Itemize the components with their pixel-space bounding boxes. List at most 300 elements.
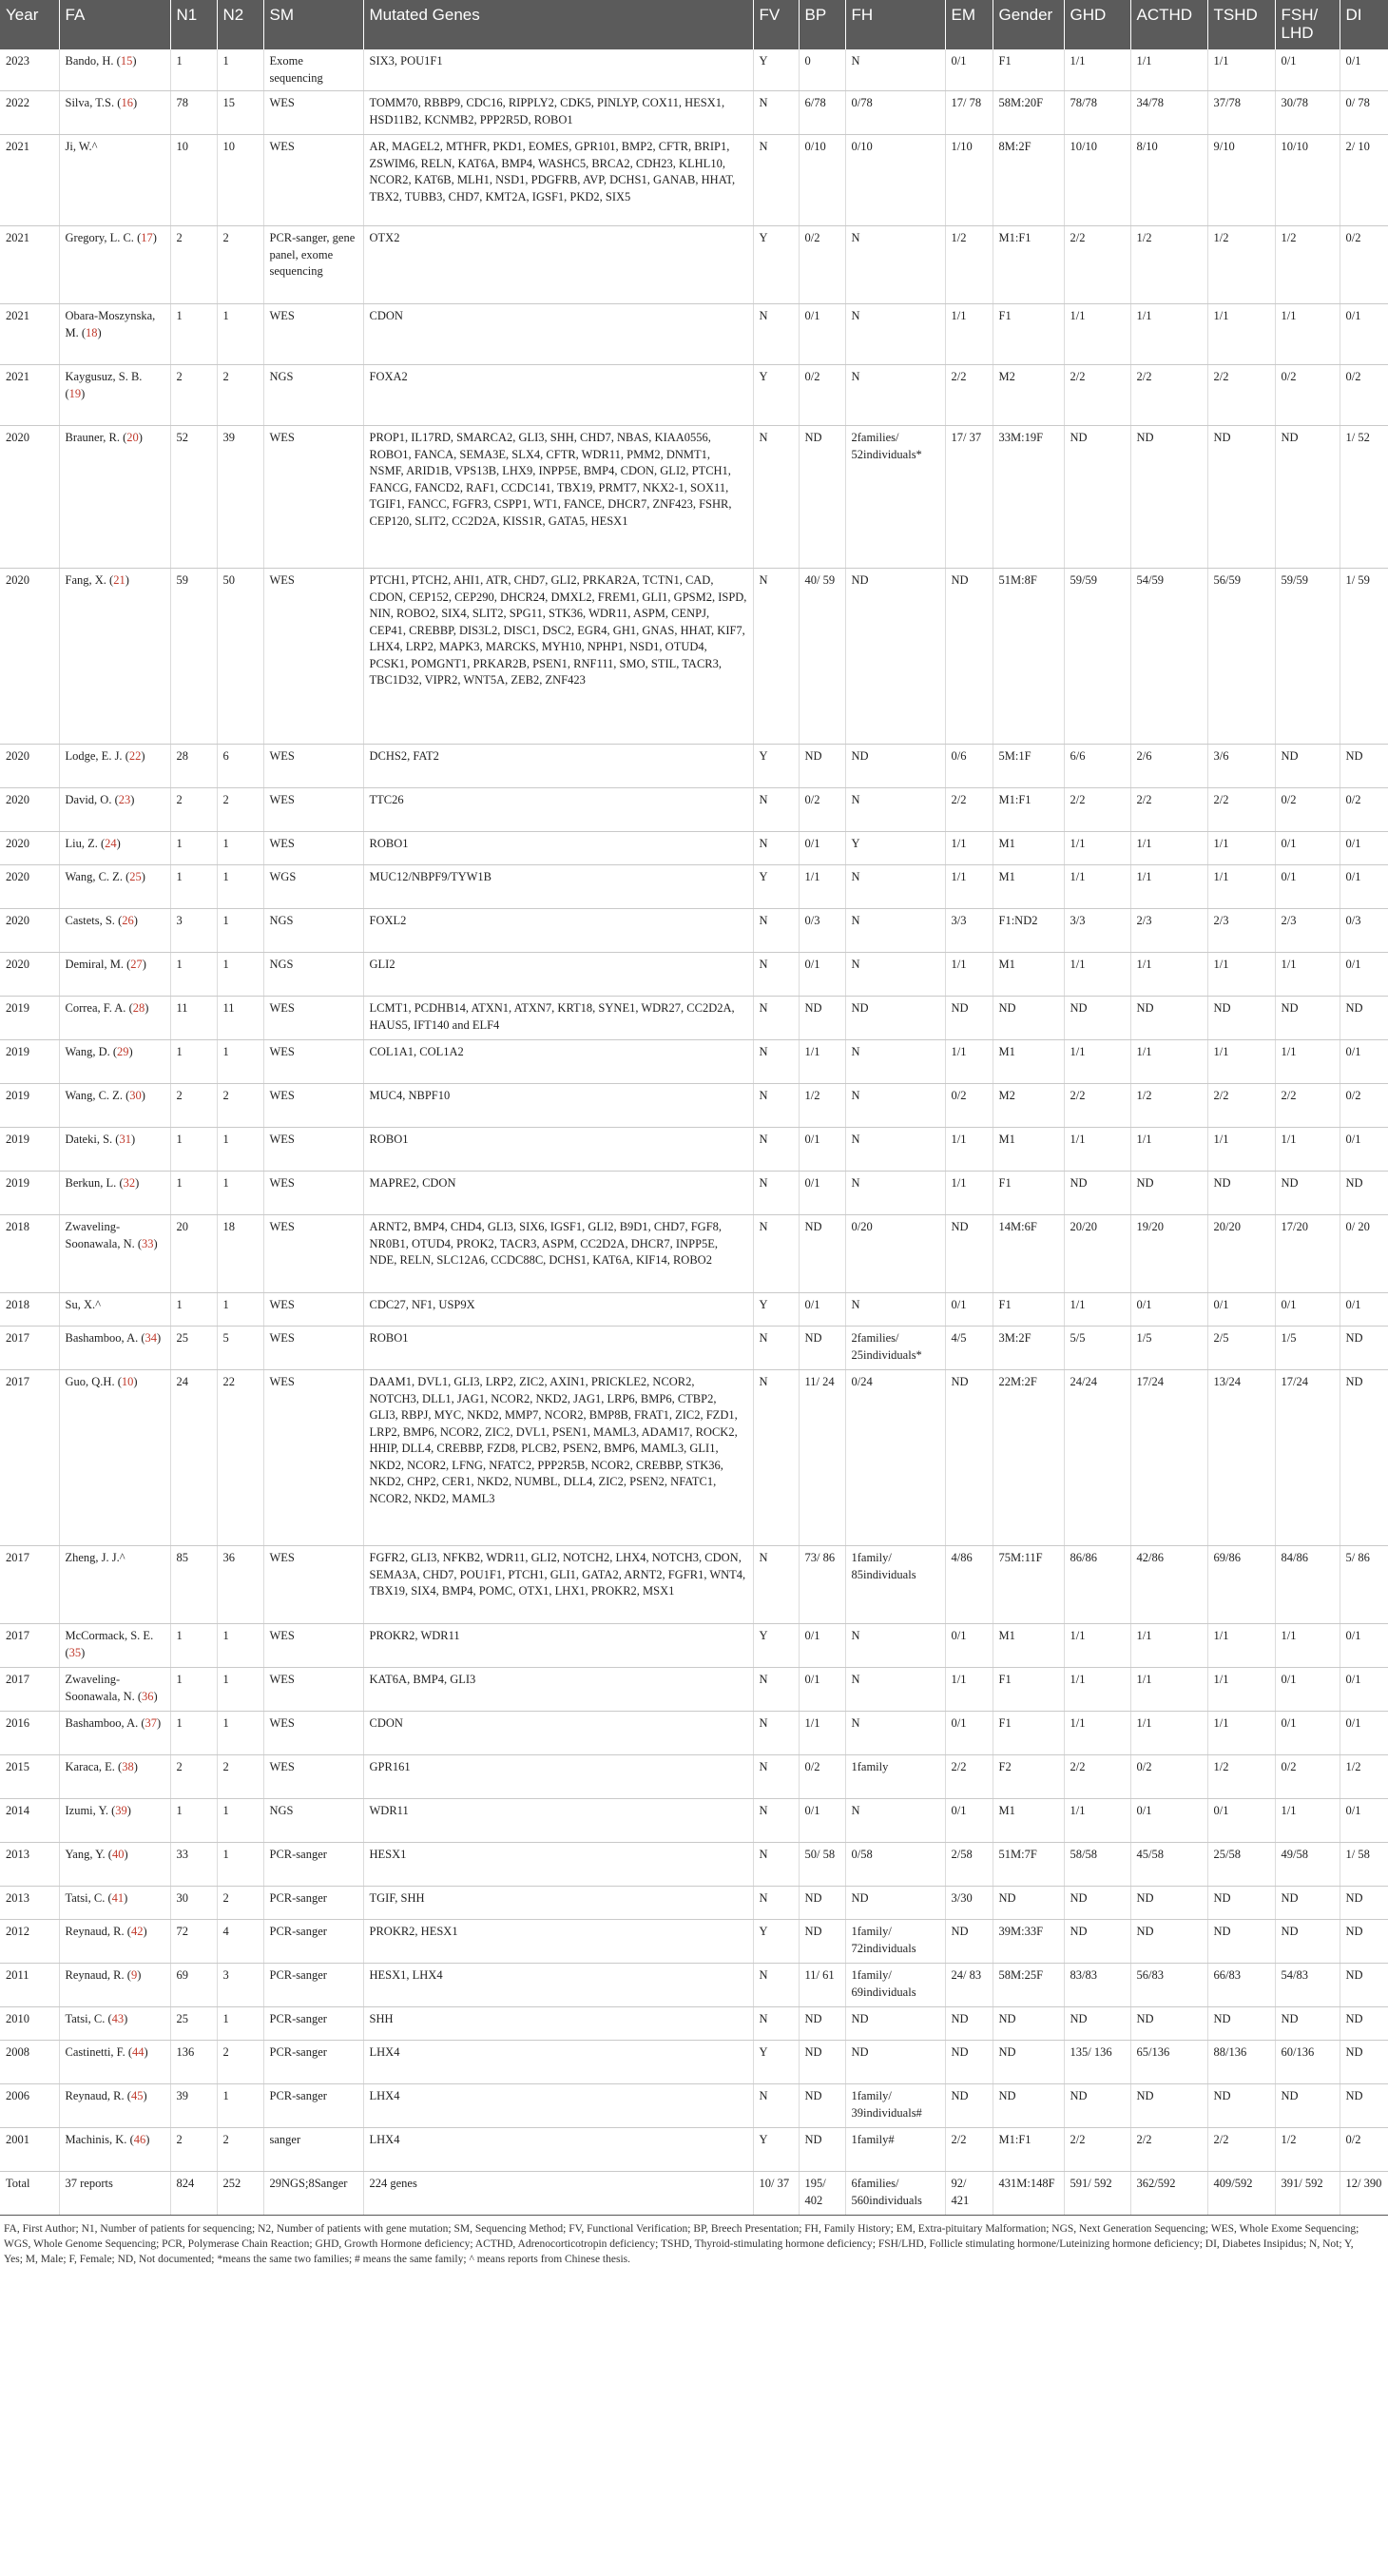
bp-cell: 1/2 <box>799 1084 845 1128</box>
reference-link[interactable]: 26 <box>122 914 134 927</box>
year-cell: 2008 <box>0 2041 59 2084</box>
fsh-lhd-cell: 2/3 <box>1275 909 1340 953</box>
fh-cell: N <box>845 49 945 91</box>
em-cell: 4/86 <box>945 1546 993 1624</box>
table-row <box>0 426 1388 569</box>
n1-cell: 24 <box>170 1370 217 1546</box>
ghd-cell: 1/1 <box>1064 1712 1130 1755</box>
method-cell: PCR-sanger <box>263 1843 363 1887</box>
fv-cell: N <box>753 1040 799 1084</box>
genes-cell: PROKR2, HESX1 <box>363 1920 753 1964</box>
di-cell: 1/ 59 <box>1340 569 1388 745</box>
fh-cell: N <box>845 953 945 997</box>
n2-cell: 2 <box>217 1755 263 1799</box>
fsh-lhd-cell: 49/58 <box>1275 1843 1340 1887</box>
year-cell: 2021 <box>0 304 59 365</box>
reference-link[interactable]: 40 <box>111 1848 125 1861</box>
reference-link[interactable]: 44 <box>132 2045 145 2059</box>
fsh-lhd-cell: 0/1 <box>1275 832 1340 865</box>
bp-cell: 73/ 86 <box>799 1546 845 1624</box>
bp-cell: ND <box>799 2007 845 2041</box>
em-cell: 0/2 <box>945 1084 993 1128</box>
reference-link[interactable]: 23 <box>118 793 131 806</box>
tshd-cell: 1/1 <box>1207 1624 1275 1668</box>
fsh-lhd-cell: 1/1 <box>1275 1040 1340 1084</box>
fh-cell: 1family <box>845 1755 945 1799</box>
bp-cell: 1/1 <box>799 1040 845 1084</box>
author-name: Wang, C. Z. <box>65 1089 123 1102</box>
n1-cell: 25 <box>170 2007 217 2041</box>
genes-cell: LHX4 <box>363 2128 753 2172</box>
acthd-cell: 2/3 <box>1130 909 1207 953</box>
n1-cell: 2 <box>170 788 217 832</box>
table-row <box>0 2084 1388 2128</box>
bp-cell: 1/1 <box>799 865 845 909</box>
method-cell: WES <box>263 1040 363 1084</box>
reference-link[interactable]: 36 <box>142 1689 154 1703</box>
column-header: Gender <box>993 0 1064 49</box>
em-cell: ND <box>945 997 993 1040</box>
reference-link[interactable]: 19 <box>68 386 82 400</box>
ghd-cell: 1/1 <box>1064 865 1130 909</box>
di-cell: ND <box>1340 1172 1388 1215</box>
genes-cell: ROBO1 <box>363 832 753 865</box>
table-body <box>0 49 1388 2216</box>
column-header: DI <box>1340 0 1388 49</box>
bp-cell: ND <box>799 1327 845 1370</box>
ghd-cell: 1/1 <box>1064 832 1130 865</box>
first-author-cell: Bando, H. (15) <box>59 49 170 91</box>
tshd-cell: 1/1 <box>1207 1668 1275 1712</box>
bp-cell: 0/2 <box>799 1755 845 1799</box>
di-cell: 0/2 <box>1340 1084 1388 1128</box>
reference-link[interactable]: 30 <box>129 1089 142 1102</box>
table-row <box>0 1327 1388 1370</box>
fv-cell: Y <box>753 745 799 788</box>
di-cell: 0/2 <box>1340 2128 1388 2172</box>
fsh-lhd-cell: ND <box>1275 1887 1340 1920</box>
table-row <box>0 2128 1388 2172</box>
year-cell: 2011 <box>0 1964 59 2007</box>
reference-link[interactable]: 31 <box>119 1133 131 1146</box>
first-author-cell: Castets, S. (26) <box>59 909 170 953</box>
genes-cell: KAT6A, BMP4, GLI3 <box>363 1668 753 1712</box>
acthd-cell: ND <box>1130 426 1207 569</box>
year-cell: 2014 <box>0 1799 59 1843</box>
genes-cell: DAAM1, DVL1, GLI3, LRP2, ZIC2, AXIN1, PRICKLE2, NCOR2, NOTCH3, DLL1, JAG1, NCOR2, NKD2, JAG1, LRP6, BMP6, CTBP2, GLI3, RBPJ, MYC, NKD2, MMP7, NCOR2, BMP8B, FRAT1, ZIC2, FZD1, LRP2, BMP6, NCOR2, ZIC2, DVL1, PSEN1, MAML3, ADAM17, ROCK2, HHIP, DLL4, CREBBP, FZD8, PLCB2, PSEN2, BMP6, MAML3, GLI1, NKD2, NCOR2, LFNG, NFATC2, PPP2R5B, NCOR2, CREBBP, STK36, NKD2, CHP2, CER1, NKD2, NUMBL, DLL4, ZIC2, PSEN2, NFATC1, NCOR2, NKD2, MAML3 <box>363 1370 753 1546</box>
ghd-cell: ND <box>1064 2084 1130 2128</box>
gender-cell: 58M:20F <box>993 91 1064 135</box>
tshd-cell: 2/2 <box>1207 365 1275 426</box>
bp-cell: 0/1 <box>799 304 845 365</box>
author-name: Bashamboo, A. <box>65 1716 139 1730</box>
n1-cell: 1 <box>170 304 217 365</box>
em-cell: 3/30 <box>945 1887 993 1920</box>
reference-link[interactable]: 25 <box>129 870 142 883</box>
fh-cell: ND <box>845 569 945 745</box>
table-row <box>0 1712 1388 1755</box>
acthd-cell: 1/2 <box>1130 1084 1207 1128</box>
reference-link[interactable]: 10 <box>121 1375 134 1388</box>
em-cell: 92/ 421 <box>945 2172 993 2216</box>
fh-cell: 6families/ 560individuals <box>845 2172 945 2216</box>
fv-cell: N <box>753 1084 799 1128</box>
n2-cell: 1 <box>217 865 263 909</box>
bp-cell: ND <box>799 997 845 1040</box>
method-cell: WES <box>263 1215 363 1293</box>
table-row <box>0 569 1388 745</box>
n2-cell: 10 <box>217 135 263 226</box>
year-cell: 2020 <box>0 745 59 788</box>
genes-cell: LCMT1, PCDHB14, ATXN1, ATXN7, KRT18, SYNE1, WDR27, CC2D2A, HAUS5, IFT140 and ELF4 <box>363 997 753 1040</box>
reference-link[interactable]: 17 <box>141 231 153 244</box>
em-cell: 1/2 <box>945 226 993 304</box>
year-cell: 2001 <box>0 2128 59 2172</box>
year-cell: 2012 <box>0 1920 59 1964</box>
n1-cell: 1 <box>170 1668 217 1712</box>
reference-link[interactable]: 43 <box>111 2012 125 2025</box>
table-row <box>0 865 1388 909</box>
first-author-cell: David, O. (23) <box>59 788 170 832</box>
reference-link[interactable]: 20 <box>126 431 139 444</box>
fsh-lhd-cell: 1/1 <box>1275 304 1340 365</box>
acthd-cell: 54/59 <box>1130 569 1207 745</box>
table-row <box>0 1799 1388 1843</box>
table-row <box>0 997 1388 1040</box>
reference-link[interactable]: 33 <box>142 1236 154 1250</box>
author-name: Wang, D. <box>65 1045 110 1058</box>
reference-link[interactable]: 38 <box>122 1760 134 1773</box>
fh-cell: 1family# <box>845 2128 945 2172</box>
reference-link[interactable]: 41 <box>111 1891 125 1905</box>
method-cell: NGS <box>263 953 363 997</box>
genes-cell: GLI2 <box>363 953 753 997</box>
gender-cell: M1 <box>993 1799 1064 1843</box>
year-cell: 2020 <box>0 909 59 953</box>
n2-cell: 2 <box>217 226 263 304</box>
fh-cell: 2families/ 52individuals* <box>845 426 945 569</box>
fv-cell: N <box>753 1172 799 1215</box>
genes-cell: ARNT2, BMP4, CHD4, GLI3, SIX6, IGSF1, GLI2, B9D1, CHD7, FGF8, NR0B1, OTUD4, PROK2, TACR3, ASPM, CC2D2A, DHCR7, INPP5E, NDE, RELN, SLC12A6, CCDC88C, DCHS1, KAT6A, KIF14, ROBO2 <box>363 1215 753 1293</box>
reference-link[interactable]: 24 <box>105 837 117 850</box>
fv-cell: N <box>753 953 799 997</box>
fv-cell: Y <box>753 2128 799 2172</box>
fsh-lhd-cell: 0/1 <box>1275 1668 1340 1712</box>
genes-cell: MAPRE2, CDON <box>363 1172 753 1215</box>
ghd-cell: 5/5 <box>1064 1327 1130 1370</box>
n1-cell: 1 <box>170 1712 217 1755</box>
fh-cell: N <box>845 365 945 426</box>
method-cell: WES <box>263 1370 363 1546</box>
table-row <box>0 1920 1388 1964</box>
di-cell: 1/2 <box>1340 1755 1388 1799</box>
reference-link[interactable]: 35 <box>68 1645 82 1659</box>
em-cell: ND <box>945 569 993 745</box>
method-cell: WES <box>263 1668 363 1712</box>
author-name: Reynaud, R. <box>65 1925 125 1938</box>
em-cell: ND <box>945 2041 993 2084</box>
tshd-cell: 1/1 <box>1207 953 1275 997</box>
acthd-cell: ND <box>1130 2084 1207 2128</box>
method-cell: WES <box>263 1128 363 1172</box>
year-cell: 2006 <box>0 2084 59 2128</box>
gender-cell: 8M:2F <box>993 135 1064 226</box>
first-author-cell: Wang, C. Z. (30) <box>59 1084 170 1128</box>
em-cell: 1/1 <box>945 1040 993 1084</box>
ghd-cell: 10/10 <box>1064 135 1130 226</box>
fh-cell: ND <box>845 1887 945 1920</box>
column-header: Mutated Genes <box>363 0 753 49</box>
method-cell: PCR-sanger <box>263 1964 363 2007</box>
em-cell: 1/1 <box>945 1128 993 1172</box>
tshd-cell: 1/1 <box>1207 832 1275 865</box>
first-author-cell: Reynaud, R. (45) <box>59 2084 170 2128</box>
di-cell: 0/1 <box>1340 49 1388 91</box>
tshd-cell: 409/592 <box>1207 2172 1275 2216</box>
n1-cell: 72 <box>170 1920 217 1964</box>
reference-link[interactable]: 37 <box>145 1716 158 1730</box>
ghd-cell: 1/1 <box>1064 1293 1130 1327</box>
reference-link[interactable]: 9 <box>130 1968 138 1982</box>
reference-link[interactable]: 34 <box>145 1331 158 1345</box>
acthd-cell: 2/6 <box>1130 745 1207 788</box>
first-author-cell: Bashamboo, A. (34) <box>59 1327 170 1370</box>
table-row <box>0 2172 1388 2216</box>
bp-cell: 1/1 <box>799 1712 845 1755</box>
fv-cell: N <box>753 1215 799 1293</box>
genes-cell: HESX1, LHX4 <box>363 1964 753 2007</box>
first-author-cell: Gregory, L. C. (17) <box>59 226 170 304</box>
method-cell: Exome sequencing <box>263 49 363 91</box>
n1-cell: 1 <box>170 1624 217 1668</box>
method-cell: WES <box>263 304 363 365</box>
acthd-cell: 45/58 <box>1130 1843 1207 1887</box>
first-author-cell: Wang, C. Z. (25) <box>59 865 170 909</box>
ghd-cell: 6/6 <box>1064 745 1130 788</box>
em-cell: 2/2 <box>945 2128 993 2172</box>
method-cell: NGS <box>263 1799 363 1843</box>
genes-cell: WDR11 <box>363 1799 753 1843</box>
year-cell: 2016 <box>0 1712 59 1755</box>
table-row <box>0 226 1388 304</box>
n1-cell: 1 <box>170 1128 217 1172</box>
tshd-cell: 1/1 <box>1207 1040 1275 1084</box>
n1-cell: 1 <box>170 1040 217 1084</box>
em-cell: 0/6 <box>945 745 993 788</box>
di-cell: 0/1 <box>1340 1668 1388 1712</box>
di-cell: 0/1 <box>1340 1799 1388 1843</box>
n2-cell: 252 <box>217 2172 263 2216</box>
gender-cell: 75M:11F <box>993 1546 1064 1624</box>
bp-cell: 0/2 <box>799 788 845 832</box>
acthd-cell: 1/2 <box>1130 226 1207 304</box>
n2-cell: 1 <box>217 832 263 865</box>
n2-cell: 1 <box>217 2007 263 2041</box>
table-row <box>0 1755 1388 1799</box>
gender-cell: ND <box>993 1887 1064 1920</box>
gender-cell: M1:F1 <box>993 788 1064 832</box>
genes-cell: AR, MAGEL2, MTHFR, PKD1, EOMES, GPR101, BMP2, CFTR, BRIP1, ZSWIM6, RELN, KAT6A, BMP4, WASHC5, BRCA2, CDH23, KLHL10, NCOR2, KAT6B, MLH1, NSD1, PDGFRB, AVP, DCHS1, GANAB, HHAT, TBX2, TUBB3, CHD7, KMT2A, IGSF1, PKD2, SIX5 <box>363 135 753 226</box>
reference-link[interactable]: 28 <box>132 1001 145 1015</box>
first-author-cell: Guo, Q.H. (10) <box>59 1370 170 1546</box>
reference-link[interactable]: 46 <box>133 2133 146 2146</box>
fv-cell: N <box>753 2084 799 2128</box>
tshd-cell: ND <box>1207 1920 1275 1964</box>
year-cell: 2023 <box>0 49 59 91</box>
fv-cell: N <box>753 1964 799 2007</box>
reference-link[interactable]: 18 <box>86 325 98 339</box>
fsh-lhd-cell: 0/2 <box>1275 1755 1340 1799</box>
fsh-lhd-cell: ND <box>1275 1172 1340 1215</box>
fsh-lhd-cell: 17/24 <box>1275 1370 1340 1546</box>
method-cell: PCR-sanger <box>263 1920 363 1964</box>
fv-cell: Y <box>753 1920 799 1964</box>
fsh-lhd-cell: 0/1 <box>1275 49 1340 91</box>
column-header: TSHD <box>1207 0 1275 49</box>
n2-cell: 1 <box>217 1843 263 1887</box>
reference-link[interactable]: 32 <box>123 1176 136 1190</box>
gender-cell: M1 <box>993 1128 1064 1172</box>
tshd-cell: 25/58 <box>1207 1843 1275 1887</box>
di-cell: 2/ 10 <box>1340 135 1388 226</box>
genes-cell: GPR161 <box>363 1755 753 1799</box>
fv-cell: N <box>753 832 799 865</box>
em-cell: 0/1 <box>945 49 993 91</box>
ghd-cell: ND <box>1064 1887 1130 1920</box>
n2-cell: 1 <box>217 1040 263 1084</box>
fv-cell: N <box>753 91 799 135</box>
author-name: Gregory, L. C. <box>65 231 134 244</box>
tshd-cell: 0/1 <box>1207 1799 1275 1843</box>
reference-link[interactable]: 27 <box>130 958 143 971</box>
table-row <box>0 1668 1388 1712</box>
acthd-cell: 1/1 <box>1130 865 1207 909</box>
di-cell: ND <box>1340 2084 1388 2128</box>
reference-link[interactable]: 15 <box>120 54 133 68</box>
reference-link[interactable]: 29 <box>117 1045 129 1058</box>
tshd-cell: 37/78 <box>1207 91 1275 135</box>
di-cell: ND <box>1340 1964 1388 2007</box>
em-cell: 0/1 <box>945 1712 993 1755</box>
table-row <box>0 1964 1388 2007</box>
em-cell: ND <box>945 2084 993 2128</box>
year-cell: 2020 <box>0 426 59 569</box>
n2-cell: 1 <box>217 49 263 91</box>
first-author-cell: Karaca, E. (38) <box>59 1755 170 1799</box>
author-name: Tatsi, C. <box>65 1891 106 1905</box>
gender-cell: ND <box>993 2041 1064 2084</box>
column-header: FA <box>59 0 170 49</box>
acthd-cell: 2/2 <box>1130 2128 1207 2172</box>
acthd-cell: 1/1 <box>1130 1712 1207 1755</box>
gender-cell: M1 <box>993 1624 1064 1668</box>
reference-link[interactable]: 42 <box>130 1925 144 1938</box>
ghd-cell: 1/1 <box>1064 1799 1130 1843</box>
year-cell: 2021 <box>0 226 59 304</box>
n2-cell: 4 <box>217 1920 263 1964</box>
reference-link[interactable]: 45 <box>130 2089 144 2102</box>
reference-link[interactable]: 21 <box>113 573 125 587</box>
tshd-cell: 1/1 <box>1207 1128 1275 1172</box>
acthd-cell: 2/2 <box>1130 788 1207 832</box>
gender-cell: M1:F1 <box>993 2128 1064 2172</box>
method-cell: sanger <box>263 2128 363 2172</box>
first-author-cell: Dateki, S. (31) <box>59 1128 170 1172</box>
gender-cell: 431M:148F <box>993 2172 1064 2216</box>
n1-cell: 2 <box>170 1084 217 1128</box>
di-cell: 0/2 <box>1340 788 1388 832</box>
fsh-lhd-cell: 30/78 <box>1275 91 1340 135</box>
n2-cell: 22 <box>217 1370 263 1546</box>
fsh-lhd-cell: 0/1 <box>1275 1293 1340 1327</box>
em-cell: 1/1 <box>945 1668 993 1712</box>
fh-cell: 2families/ 25individuals* <box>845 1327 945 1370</box>
reference-link[interactable]: 16 <box>121 96 133 109</box>
bp-cell: 6/78 <box>799 91 845 135</box>
bp-cell: 0/1 <box>799 953 845 997</box>
author-name: David, O. <box>65 793 112 806</box>
n2-cell: 1 <box>217 909 263 953</box>
n2-cell: 1 <box>217 1668 263 1712</box>
bp-cell: 195/ 402 <box>799 2172 845 2216</box>
di-cell: 0/ 20 <box>1340 1215 1388 1293</box>
di-cell: ND <box>1340 2041 1388 2084</box>
tshd-cell: ND <box>1207 2007 1275 2041</box>
di-cell: 0/1 <box>1340 304 1388 365</box>
first-author-cell: Wang, D. (29) <box>59 1040 170 1084</box>
column-header: BP <box>799 0 845 49</box>
first-author-cell: Bashamboo, A. (37) <box>59 1712 170 1755</box>
reference-link[interactable]: 39 <box>115 1804 127 1817</box>
fh-cell: N <box>845 1293 945 1327</box>
fh-cell: 1family/ 72individuals <box>845 1920 945 1964</box>
year-cell: 2020 <box>0 788 59 832</box>
method-cell: WES <box>263 832 363 865</box>
fh-cell: 1family/ 69individuals <box>845 1964 945 2007</box>
gender-cell: F1 <box>993 49 1064 91</box>
table-row <box>0 2041 1388 2084</box>
n2-cell: 18 <box>217 1215 263 1293</box>
tshd-cell: ND <box>1207 1887 1275 1920</box>
bp-cell: 0/1 <box>799 1624 845 1668</box>
fh-cell: 0/58 <box>845 1843 945 1887</box>
di-cell: 0/ 78 <box>1340 91 1388 135</box>
fv-cell: Y <box>753 365 799 426</box>
genes-cell: DCHS2, FAT2 <box>363 745 753 788</box>
ghd-cell: 1/1 <box>1064 1040 1130 1084</box>
author-name: Izumi, Y. <box>65 1804 108 1817</box>
n2-cell: 1 <box>217 1712 263 1755</box>
author-name: Su, X.^ <box>65 1298 101 1311</box>
reference-link[interactable]: 22 <box>128 749 142 763</box>
table-row <box>0 953 1388 997</box>
ghd-cell: 2/2 <box>1064 1755 1130 1799</box>
fsh-lhd-cell: 2/2 <box>1275 1084 1340 1128</box>
first-author-cell <box>59 1546 170 1624</box>
table-row <box>0 1624 1388 1668</box>
author-name: Castinetti, F. <box>65 2045 125 2059</box>
bp-cell: 11/ 24 <box>799 1370 845 1546</box>
acthd-cell: 56/83 <box>1130 1964 1207 2007</box>
tshd-cell: 1/1 <box>1207 1712 1275 1755</box>
year-cell: 2022 <box>0 91 59 135</box>
column-header: ACTHD <box>1130 0 1207 49</box>
gender-cell: ND <box>993 2084 1064 2128</box>
em-cell: 0/1 <box>945 1293 993 1327</box>
method-cell: WES <box>263 426 363 569</box>
column-header: FSH/ LHD <box>1275 0 1340 49</box>
ghd-cell: 1/1 <box>1064 1624 1130 1668</box>
